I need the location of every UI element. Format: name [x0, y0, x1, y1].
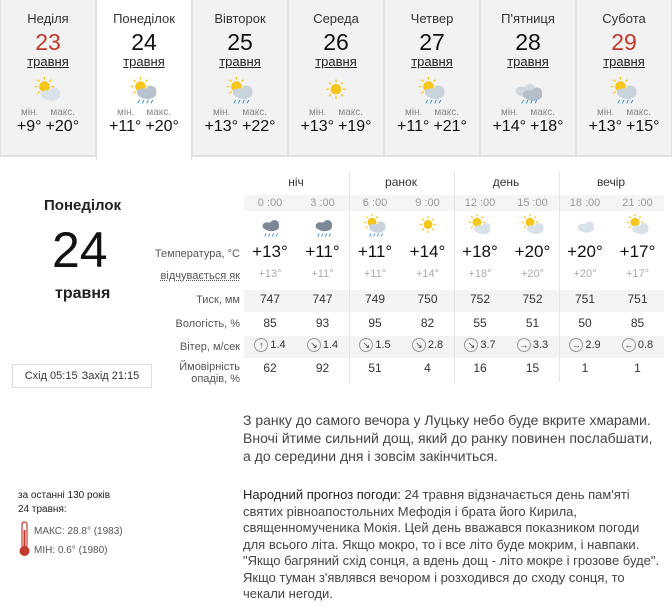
hour-pressure: 747 [259, 292, 281, 306]
wind-direction-icon: ← [622, 338, 636, 352]
hour-temp: +17° [619, 242, 656, 261]
tab-max-temp: +22° [242, 118, 276, 135]
tab-min-label: мін. [212, 107, 231, 118]
hour-humidity: 50 [578, 316, 592, 330]
hour-time: 21 :00 [622, 197, 653, 209]
tab-max-label: макс. [50, 107, 76, 118]
period-label: ніч [288, 175, 304, 189]
rain-cloud-icon [124, 76, 164, 106]
label-humidity: Вологість, % [175, 318, 240, 330]
hour-time: 12 :00 [464, 197, 496, 209]
storm-cloud-icon [297, 213, 349, 239]
wind-direction-icon: ↘ [359, 338, 373, 352]
day-tab-5[interactable] [480, 0, 576, 156]
tab-month: травня [507, 54, 549, 69]
hour-pressure: 747 [312, 292, 333, 306]
hour-feels-like: +14° [415, 268, 440, 280]
tab-month: травня [315, 54, 357, 69]
day-tab-2[interactable] [192, 0, 288, 156]
tab-day-name: П'ятниця [501, 11, 555, 26]
label-feels-like[interactable]: відчувається як [160, 270, 240, 282]
tab-day-number: 24 [131, 29, 157, 55]
tab-max-temp: +15° [626, 118, 660, 135]
tab-max-label: макс. [434, 107, 460, 118]
day-tab-0[interactable] [0, 0, 96, 156]
hour-precipitation: 92 [315, 361, 330, 375]
detail-day-number: 24 [52, 222, 108, 278]
hour-temp: +18° [462, 242, 498, 261]
cloud-rain-icon [508, 76, 548, 106]
tab-min-temp: +13° [588, 118, 622, 135]
detail-day-name: Понеділок [44, 197, 122, 214]
hour-wind [244, 338, 296, 352]
tab-max-label: макс. [146, 107, 172, 118]
tab-day-name: Понеділок [113, 11, 175, 26]
tab-min-label: мін. [500, 107, 519, 118]
hour-feels-like: +18° [468, 268, 492, 280]
period-label: ранок [385, 175, 417, 189]
day-tab-4[interactable] [384, 0, 480, 156]
tab-month: травня [27, 54, 69, 69]
tab-max-temp: +19° [338, 118, 372, 135]
tab-min-temp: +11° [397, 118, 430, 135]
sun-rain-icon [604, 76, 644, 106]
history-values [34, 522, 123, 560]
hour-temp: +20° [514, 242, 551, 261]
hour-pressure: 751 [627, 292, 648, 306]
wind-speed: 2.8 [427, 338, 444, 351]
forecast-description: З ранку до самого вечора у Луцьку небо буде вкрите хмарами. Вночі йтиме сильний дощ, який до ранку повинен послабшати, а до середини дня і зовсім закінчиться. [243, 412, 653, 464]
wind-speed: 1.4 [270, 338, 286, 351]
wind-speed: 0.8 [637, 338, 654, 351]
partly-cloudy-icon [612, 213, 664, 239]
hour-humidity: 85 [630, 316, 645, 330]
tab-min-temp: +11° [109, 118, 142, 135]
tab-month: травня [603, 54, 645, 69]
hour-pressure: 749 [364, 292, 386, 306]
folk-forecast [243, 487, 663, 603]
tab-min-label: мін. [596, 107, 615, 118]
history-block [18, 489, 110, 517]
sun-rain-icon [412, 76, 452, 106]
hour-humidity: 93 [315, 316, 330, 330]
sun-rain-icon [349, 213, 401, 239]
hour-feels-like: +20° [573, 268, 597, 280]
hour-humidity: 82 [420, 316, 435, 330]
hour-time: 18 :00 [569, 197, 601, 209]
tab-day-name: Середа [313, 11, 359, 26]
day-tabs [0, 0, 672, 160]
wind-speed: 1.4 [322, 338, 339, 351]
hour-wind [349, 338, 401, 352]
sun-icon [402, 213, 454, 239]
hour-precipitation: 4 [424, 361, 431, 375]
folk-forecast-title: Народний прогноз погоди: [243, 487, 401, 502]
hour-temp: +11° [357, 242, 393, 261]
partly-cloudy-icon [454, 213, 506, 239]
history-max: МАКС: 28.8° (1983) [34, 526, 123, 537]
hour-humidity: 95 [368, 316, 382, 330]
tab-min-temp: +13° [204, 118, 238, 135]
label-precipitation [150, 361, 240, 385]
cloud-icon [559, 213, 611, 239]
wind-speed: 3.3 [532, 338, 549, 351]
tab-min-temp: +9° [16, 118, 42, 135]
sunrise-time: Схід 05:15 [24, 370, 78, 382]
hour-time: 15 :00 [517, 197, 548, 209]
period-label: вечір [596, 175, 626, 189]
tab-month: травня [219, 54, 261, 69]
wind-direction-icon: ↘ [412, 338, 426, 352]
day-tab-3[interactable] [288, 0, 384, 156]
sun-icon [316, 76, 356, 106]
hour-precipitation: 51 [368, 361, 382, 375]
hour-precipitation: 16 [473, 361, 487, 375]
hour-feels-like: +11° [363, 268, 387, 280]
hour-pressure: 752 [522, 292, 543, 306]
tab-day-name: Вівторок [214, 11, 266, 26]
wind-speed: 3.7 [480, 338, 496, 351]
tab-min-label: мін. [20, 107, 39, 118]
hour-precipitation: 1 [634, 361, 641, 375]
hour-humidity: 55 [473, 316, 487, 330]
hour-feels-like: +13° [258, 268, 282, 280]
hour-temp: +14° [409, 242, 446, 261]
sunset-time: Захід 21:15 [81, 370, 140, 382]
tab-day-number: 26 [323, 29, 349, 55]
tab-max-label: макс. [338, 107, 364, 118]
hour-feels-like: +20° [520, 268, 545, 280]
label-wind: Вітер, м/сек [179, 341, 240, 353]
sun-times [12, 364, 152, 388]
tab-month: травня [411, 54, 453, 69]
hour-pressure: 750 [417, 292, 438, 306]
history-date: 24 травня: [18, 504, 67, 515]
tab-max-temp: +21° [433, 118, 467, 135]
hour-wind [612, 338, 664, 352]
hour-humidity: 51 [525, 316, 540, 330]
storm-cloud-icon [244, 213, 296, 239]
hour-temp: +11° [305, 242, 340, 261]
hour-precipitation: 62 [263, 361, 277, 375]
hour-temp: +20° [567, 242, 603, 261]
label-precip-line2: опадів, % [191, 373, 240, 385]
folk-forecast-text: 24 травня відзначається день пам'яті святих рівноапостольних Мефодія і брата його Кирила, священномученика Мокія. Цей день вважався показником погоди для всього літа. Якщо мокро, то і все літо буде мокрим, і навпаки. "Якщо багряний схід сонця, а вдень дощ - літо мокре і грозове буде". Якщо туман з'являвся вечором і розходився до сходу сонця, то чекали негоди. [243, 487, 660, 601]
hour-time: 6 :00 [362, 197, 388, 209]
hour-time: 0 :00 [257, 197, 283, 209]
hour-wind [402, 338, 454, 352]
tab-max-temp: +20° [145, 118, 179, 135]
tab-max-label: макс. [530, 107, 556, 118]
tab-max-label: макс. [626, 107, 652, 118]
wind-direction-icon: ↘ [464, 338, 478, 352]
tab-day-name: Субота [602, 11, 646, 26]
hour-temp: +13° [252, 242, 288, 261]
hour-pressure: 751 [574, 292, 596, 306]
tab-min-temp: +13° [300, 118, 334, 135]
tab-month: травня [123, 54, 165, 69]
tab-min-label: мін. [116, 107, 135, 118]
label-temperature: Температура, °C [154, 248, 240, 260]
wind-direction-icon: ↑ [254, 338, 268, 352]
day-tab-6[interactable] [576, 0, 672, 156]
tab-max-temp: +20° [45, 118, 80, 135]
tab-day-number: 25 [227, 29, 253, 55]
hour-feels-like: +11° [311, 268, 334, 280]
tab-max-label: макс. [242, 107, 268, 118]
day-tab-1[interactable] [96, 0, 192, 160]
tab-min-label: мін. [308, 107, 327, 118]
hour-time: 3 :00 [310, 197, 335, 209]
tab-day-number: 28 [515, 29, 541, 55]
history-title: за останні 130 років [18, 490, 111, 501]
tab-day-name: Неділя [27, 11, 69, 26]
sun-rain-icon [220, 76, 260, 106]
hour-pressure: 752 [469, 292, 491, 306]
tab-min-label: мін. [404, 107, 423, 118]
hour-feels-like: +17° [625, 268, 650, 280]
thermometer-icon [17, 520, 31, 558]
hour-wind [297, 338, 349, 352]
partly-cloudy-icon [507, 213, 559, 239]
wind-speed: 1.5 [375, 338, 391, 351]
wind-direction-icon: → [569, 338, 583, 352]
label-pressure: Тиск, мм [196, 294, 240, 306]
hour-wind [454, 338, 506, 352]
hour-time: 9 :00 [415, 197, 440, 209]
wind-direction-icon: → [517, 338, 531, 352]
hour-humidity: 85 [263, 316, 277, 330]
tab-max-temp: +18° [530, 118, 564, 135]
tab-day-number: 27 [419, 29, 445, 55]
period-label: день [492, 175, 520, 189]
history-min: МІН: 0.6° (1980) [34, 545, 108, 556]
wind-direction-icon: ↘ [307, 338, 321, 352]
hour-wind [559, 338, 611, 352]
tab-min-temp: +14° [492, 118, 526, 135]
wind-speed: 2.9 [585, 338, 601, 351]
tab-day-name: Четвер [410, 11, 454, 26]
detail-month: травня [55, 285, 111, 302]
partly-cloudy-icon [28, 76, 68, 106]
hour-precipitation: 15 [525, 361, 540, 375]
tab-day-number: 29 [611, 29, 637, 55]
tab-day-number: 23 [35, 29, 61, 55]
hour-precipitation: 1 [581, 361, 589, 375]
hour-wind [507, 338, 559, 352]
label-precip-line1: Ймовірність [179, 361, 240, 373]
